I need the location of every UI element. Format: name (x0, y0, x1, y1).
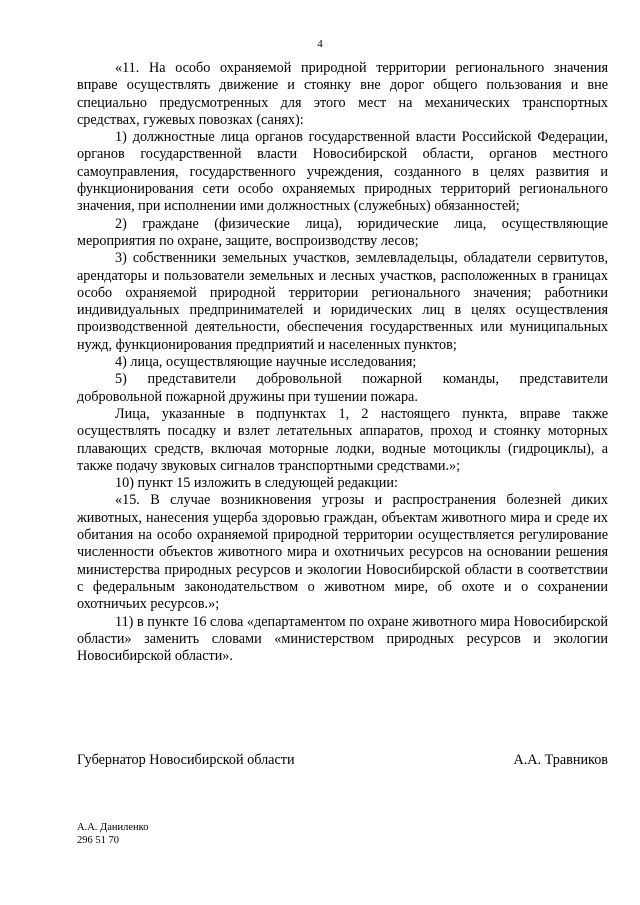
paragraph-subitem-1: 1) должностные лица органов государственной власти Российской Федерации, органов государственной власти Новосибирской области, органов местного самоуправления, государственного учреждения, созданного в целях развития и функционирования сети особо охраняемых природных территорий регионального значения, при исполнении ими должностных (служебных) обязанностей; (77, 129, 608, 215)
executor-footer (77, 821, 148, 847)
paragraph-persons-note: Лица, указанные в подпунктах 1, 2 настоящего пункта, вправе также осуществлять посадку и взлет летательных аппаратов, проход и стоянку моторных плавающих средств, включая моторные лодки, водные мотоциклы (гидроциклы), а также подачу звуковых сигналов транспортными средствами.»; (77, 405, 608, 474)
executor-name: А.А. Даниленко (77, 822, 149, 833)
paragraph-item-11-intro: «11. На особо охраняемой природной территории регионального значения вправе осуществлять движение и стоянку вне дорог общего пользования и вне специально предусмотренных для этого мест на механических транспортных средствах, гужевых повозках (санях): (77, 60, 608, 128)
paragraph-subitem-5: 5) представители добровольной пожарной команды, представители добровольной пожарной дружины при тушении пожара. (77, 371, 608, 405)
signatory-name: А.А. Травников (513, 752, 608, 768)
paragraph-amendment-10: 10) пункт 15 изложить в следующей редакции: (115, 475, 398, 492)
paragraph-amendment-11: 11) в пункте 16 слова «департаментом по охране животного мира Новосибирской области» заменить словами «министерством природных ресурсов и экологии Новосибирской области». (77, 613, 608, 665)
paragraph-subitem-4: 4) лица, осуществляющие научные исследования; (115, 354, 417, 371)
signatory-position: Губернатор Новосибирской области (77, 752, 295, 768)
executor-phone: 296 51 70 (77, 835, 119, 846)
paragraph-subitem-3: 3) собственники земельных участков, землевладельцы, обладатели сервитутов, арендаторы и пользователи земельных и лесных участков, расположенных в границах особо охраняемой природной территории регионального значения; работники индивидуальных предпринимателей и юридических лиц в целях осуществления производственной деятельности, обеспечения государственных или муниципальных нужд, функционирования предприятий и населенных пунктов; (77, 250, 608, 353)
paragraph-subitem-2: 2) граждане (физические лица), юридические лица, осуществляющие мероприятия по охране, защите, воспроизводству лесов; (77, 215, 608, 249)
paragraph-item-15: «15. В случае возникновения угрозы и распространения болезней диких животных, нанесения ущерба здоровью граждан, объектам животного мира и среде их обитания на особо охраняемой природной территории осуществляется регулирование численности объектов животного мира и охотничьих ресурсов на основании решения министерства природных ресурсов и экологии Новосибирской области в соответствии с федеральным законодательством о животном мире, об охоте и о сохранении охотничьих ресурсов.»; (77, 492, 608, 613)
page-number: 4 (317, 38, 323, 50)
document-body (77, 60, 608, 665)
